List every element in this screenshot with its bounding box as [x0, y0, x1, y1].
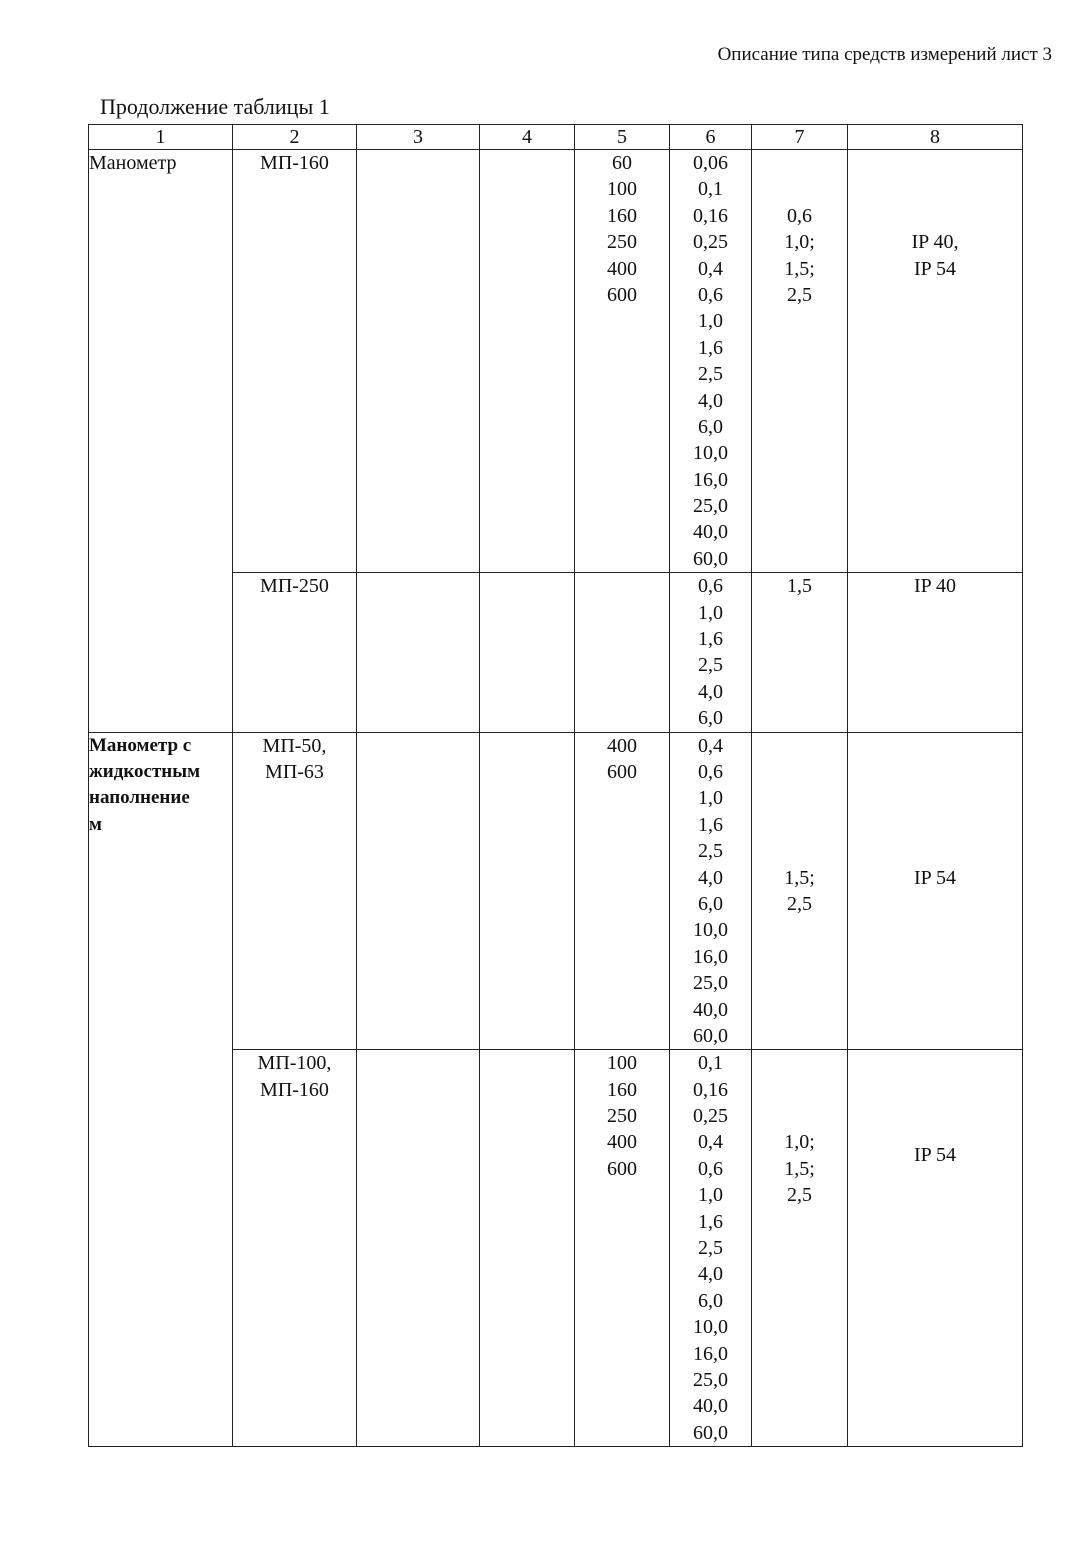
col4-cell: [480, 573, 575, 732]
col5-value: 600: [607, 283, 637, 306]
col6-value: 0,6: [698, 760, 723, 783]
instrument-name: [89, 732, 233, 1447]
col6-value: 10,0: [693, 442, 728, 465]
col5-cell: [575, 1050, 670, 1447]
col8-value: [848, 785, 1022, 811]
col6-value: 4,0: [698, 1263, 723, 1286]
col6-value: 6,0: [698, 415, 723, 438]
instrument-name-line: м: [89, 813, 102, 835]
col7-value: [752, 1050, 847, 1076]
col7-value: 0,6: [787, 204, 812, 227]
col7-value: 1,5;: [784, 1157, 815, 1180]
col3-cell: [357, 150, 480, 573]
col5-value: 160: [607, 1078, 637, 1101]
col8-cell: [848, 150, 1023, 573]
column-header: 8: [848, 125, 1023, 150]
col6-value: 1,0: [698, 787, 723, 810]
col6-cell: [670, 573, 752, 732]
col6-value: 0,4: [698, 1131, 723, 1154]
col8-value: IP 54: [913, 1144, 957, 1167]
col5-value: 400: [607, 1131, 637, 1154]
col6-value: 25,0: [693, 972, 728, 995]
col6-value: 16,0: [693, 1342, 728, 1365]
col3-cell: [357, 732, 480, 1050]
model-line: МП-250: [260, 575, 329, 598]
col8-value: IP 54: [913, 257, 957, 280]
col6-value: 1,0: [698, 1184, 723, 1207]
col8-cell: [848, 1050, 1023, 1447]
col7-value: 1,0;: [784, 1131, 815, 1154]
col6-value: 6,0: [698, 892, 723, 915]
col6-value: 10,0: [693, 1316, 728, 1339]
col6-value: 40,0: [693, 521, 728, 544]
column-header: 7: [752, 125, 848, 150]
column-header: 4: [480, 125, 575, 150]
col7-cell: [752, 1050, 848, 1447]
col5-value: 60: [612, 152, 632, 174]
model-cell: [233, 573, 357, 732]
col6-value: 0,16: [693, 204, 728, 227]
col7-value: 2,5: [787, 283, 812, 306]
col5-value: 400: [607, 734, 637, 757]
col4-cell: [480, 1050, 575, 1447]
instrument-name-line: Манометр: [89, 152, 177, 174]
col8-spacer: [848, 1050, 1022, 1142]
col7-cell: [752, 732, 848, 1050]
col6-cell: [670, 1050, 752, 1447]
page-header: Описание типа средств измерений лист 3: [717, 44, 1052, 65]
col7-value: 1,5;: [784, 257, 815, 280]
col5-value: 250: [607, 231, 637, 254]
col6-value: 0,6: [698, 283, 723, 306]
col6-value: 25,0: [693, 495, 728, 518]
col7-value: [752, 150, 847, 176]
model-cell: [233, 150, 357, 573]
model-line: МП-50,: [262, 734, 327, 757]
col6-value: 1,6: [698, 1210, 723, 1233]
col6-value: 10,0: [693, 919, 728, 942]
col6-value: 6,0: [698, 707, 723, 730]
col5-value: 160: [607, 204, 637, 227]
col7-value: [752, 785, 847, 811]
col7-cell: [752, 150, 848, 573]
instrument-name-line: Манометр с: [89, 734, 192, 756]
col7-value: 1,5;: [784, 866, 815, 889]
col6-value: 2,5: [698, 1237, 723, 1260]
col5-cell: [575, 573, 670, 732]
col8-value: IP 40: [913, 575, 957, 598]
model-line: МП-63: [265, 760, 324, 783]
col6-cell: [670, 732, 752, 1050]
col7-value: 1,0;: [784, 231, 815, 254]
col6-value: 1,6: [698, 813, 723, 836]
col6-value: 60,0: [693, 1024, 728, 1047]
col6-value: 2,5: [698, 654, 723, 677]
col6-value: 16,0: [693, 468, 728, 491]
col7-value: [752, 1077, 847, 1103]
col8-cell: [848, 732, 1023, 1050]
col8-value: [848, 203, 1022, 229]
model-cell: [233, 732, 357, 1050]
col7-cell: [752, 573, 848, 732]
col6-value: 4,0: [698, 389, 723, 412]
col7-value: [752, 812, 847, 838]
col7-value: 2,5: [787, 892, 812, 915]
col6-cell: [670, 150, 752, 573]
column-header: 5: [575, 125, 670, 150]
table-row: [89, 732, 1023, 1050]
col5-value: 400: [607, 257, 637, 280]
column-header: 1: [89, 125, 233, 150]
col7-value: [752, 1103, 847, 1129]
model-line: МП-160: [260, 152, 329, 174]
col7-value: 1,5: [787, 575, 812, 598]
column-header: 2: [233, 125, 357, 150]
col4-cell: [480, 150, 575, 573]
col8-value: [848, 812, 1022, 838]
col6-value: 0,16: [693, 1078, 728, 1101]
col8-value: [848, 150, 1022, 176]
col6-value: 0,6: [698, 1157, 723, 1180]
col8-value: IP 40,: [911, 231, 959, 254]
col6-value: 0,1: [698, 178, 723, 201]
model-line: МП-100,: [257, 1052, 332, 1075]
col8-cell: [848, 573, 1023, 732]
col6-value: 4,0: [698, 866, 723, 889]
instrument-name-line: жидкостным: [89, 760, 201, 782]
header-row: [89, 125, 1023, 150]
instrument-name-line: наполнение: [89, 787, 190, 809]
col8-value: [848, 733, 1022, 759]
col7-value: [752, 176, 847, 202]
model-line: МП-160: [260, 1078, 329, 1101]
col6-value: 4,0: [698, 680, 723, 703]
col6-value: 1,0: [698, 310, 723, 333]
col6-value: 1,6: [698, 336, 723, 359]
col6-value: 25,0: [693, 1368, 728, 1391]
col6-value: 16,0: [693, 945, 728, 968]
col6-value: 40,0: [693, 1395, 728, 1418]
col5-cell: [575, 150, 670, 573]
col3-cell: [357, 1050, 480, 1447]
col6-value: 0,4: [698, 734, 723, 757]
col3-cell: [357, 573, 480, 732]
col8-value: [848, 176, 1022, 202]
col6-value: 0,25: [693, 231, 728, 254]
instrument-name: [89, 150, 233, 733]
col6-value: 0,06: [693, 152, 728, 174]
col6-value: 1,0: [698, 601, 723, 624]
col5-value: 100: [607, 178, 637, 201]
spec-table: [88, 124, 1023, 1447]
col5-value: 600: [607, 1157, 637, 1180]
column-header: 6: [670, 125, 752, 150]
col8-value: [848, 838, 1022, 864]
col6-value: 0,25: [693, 1105, 728, 1128]
col7-value: [752, 838, 847, 864]
col4-cell: [480, 732, 575, 1050]
col6-value: 2,5: [698, 840, 723, 863]
col6-value: 0,6: [698, 575, 723, 598]
col5-value: 600: [607, 760, 637, 783]
col8-value: IP 54: [913, 866, 957, 889]
col6-value: 2,5: [698, 363, 723, 386]
col6-value: 1,6: [698, 628, 723, 651]
col5-value: 250: [607, 1105, 637, 1128]
table-row: [89, 150, 1023, 573]
table-caption: Продолжение таблицы 1: [100, 94, 330, 119]
col5-cell: [575, 732, 670, 1050]
col6-value: 0,4: [698, 257, 723, 280]
col5-value: 100: [607, 1052, 637, 1075]
col6-value: 0,1: [698, 1052, 723, 1075]
col6-value: 60,0: [693, 547, 728, 570]
col6-value: 40,0: [693, 998, 728, 1021]
model-cell: [233, 1050, 357, 1447]
column-header: 3: [357, 125, 480, 150]
col6-value: 6,0: [698, 1289, 723, 1312]
col7-value: [752, 759, 847, 785]
col6-value: 60,0: [693, 1421, 728, 1444]
col7-value: [752, 733, 847, 759]
col8-value: [848, 759, 1022, 785]
col7-value: 2,5: [787, 1184, 812, 1207]
